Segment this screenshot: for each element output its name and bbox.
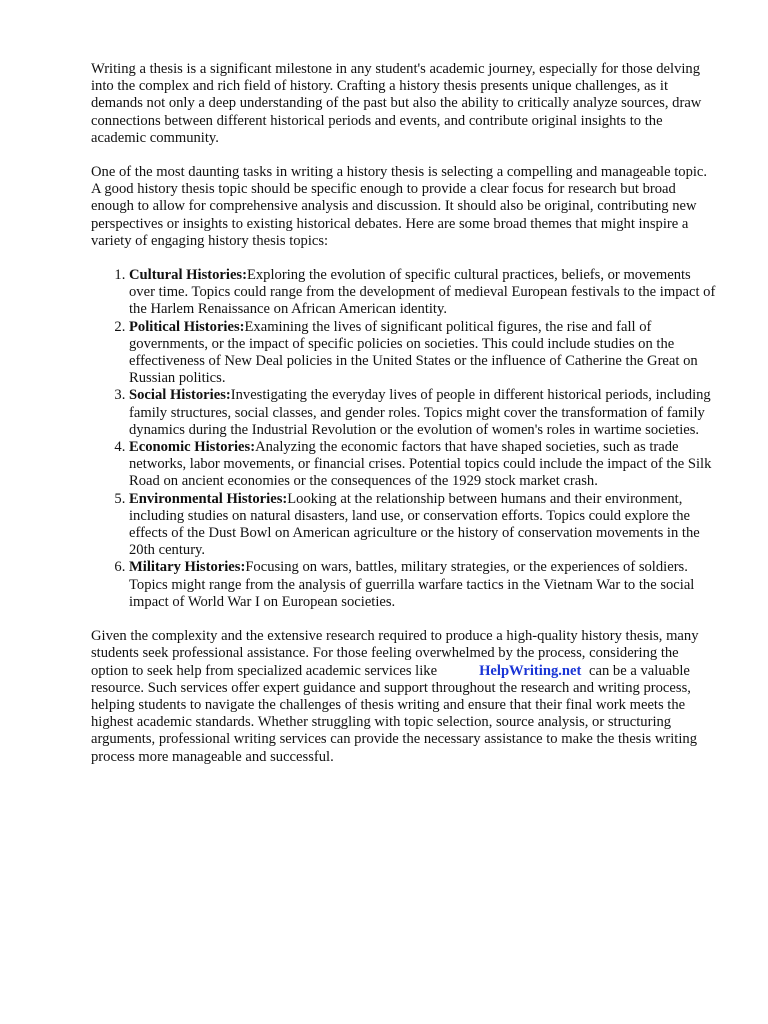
list-item bbox=[129, 267, 716, 319]
list-item bbox=[129, 559, 716, 611]
theme-title: Cultural Histories: bbox=[129, 267, 247, 284]
theme-title: Economic Histories: bbox=[129, 439, 256, 456]
list-item bbox=[129, 439, 716, 491]
themes-list bbox=[91, 267, 716, 611]
conclusion-text-before: Given the complexity and the extensive research required to produce a high-quality history thesis, many students seek professional assistance. For those feeling overwhelmed by the process, considering the option to seek help from specialized academic services like bbox=[91, 628, 699, 679]
topic-paragraph: One of the most daunting tasks in writing a history thesis is selecting a compelling and manageable topic. A good history thesis topic should be specific enough to provide a clear focus for research but broad enough to allow for comprehensive analysis and discussion. It should also be original, contributing new perspectives or insights to existing historical debates. Here are some broad themes that might inspire a variety of engaging history thesis topics: bbox=[91, 164, 708, 249]
conclusion-paragraph bbox=[91, 628, 716, 766]
intro-paragraph: Writing a thesis is a significant milestone in any student's academic journey, especially for those delving into the complex and rich field of history. Crafting a history thesis presents unique challenges, as it demands not only a deep understanding of the past but also the ability to critically analyze sources, draw connections between different historical periods and events, and contribute original insights to the academic community. bbox=[91, 61, 702, 146]
theme-text: Examining the lives of significant political figures, the rise and fall of governments, or the impact of specific policies on societies. This could include studies on the effectiveness of New Deal policies in the United States or the influence of Catherine the Great on Russian politics. bbox=[129, 318, 698, 387]
theme-title: Political Histories: bbox=[129, 318, 245, 335]
theme-title: Military Histories: bbox=[129, 559, 246, 576]
theme-text: Exploring the evolution of specific cultural practices, beliefs, or movements over time. Topics could range from the development of medieval European festivals to the impact of the Harlem Renaissance on African American identity. bbox=[129, 267, 716, 318]
theme-text: Focusing on wars, battles, military strategies, or the experiences of soldiers. Topics might range from the analysis of guerrilla warfare tactics in the Vietnam War to the social impact of World War I on European societies. bbox=[129, 559, 695, 610]
theme-title: Social Histories: bbox=[129, 387, 231, 404]
theme-text: Analyzing the economic factors that have shaped societies, such as trade networks, labor movements, or financial crises. Potential topics could include the impact of the Silk Road on ancient economies or the consequences of the 1929 stock market crash. bbox=[129, 439, 712, 490]
list-item bbox=[129, 387, 716, 439]
list-item bbox=[129, 319, 716, 388]
list-item bbox=[129, 491, 716, 560]
helpwriting-link[interactable]: HelpWriting.net bbox=[479, 662, 582, 679]
theme-title: Environmental Histories: bbox=[129, 490, 288, 507]
conclusion-text-after: can be a valuable resource. Such services offer expert guidance and support throughout the research and writing process, helping students to navigate the challenges of thesis writing and ensure that their final work meets the highest academic standards. Whether struggling with topic selection, source analysis, or structuring arguments, professional writing services can provide the necessary assistance to make the thesis writing process more manageable and successful. bbox=[91, 662, 698, 765]
theme-text: Looking at the relationship between humans and their environment, including studies on natural disasters, land use, or conservation efforts. Topics could explore the effects of the Dust Bowl on American agriculture or the history of conservation movements in the 20th century. bbox=[129, 490, 700, 559]
theme-text: Investigating the everyday lives of people in different historical periods, including family structures, social classes, and gender roles. Topics might cover the transformation of family dynamics during the Industrial Revolution or the evolution of women's roles in wartime societies. bbox=[129, 387, 711, 438]
